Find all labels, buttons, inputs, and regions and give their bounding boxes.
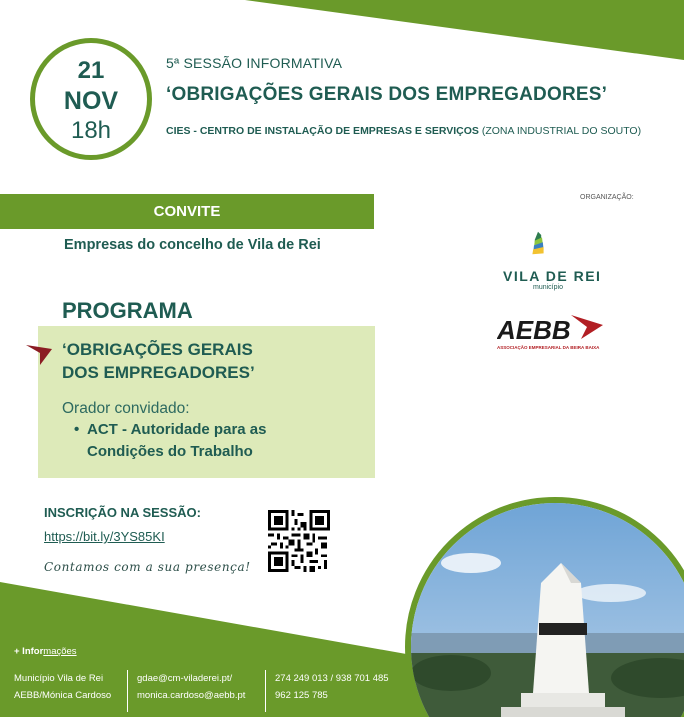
landmark-photo [405,497,684,717]
contact-email-1[interactable]: gdae@cm-viladerei.pt/ [137,673,233,684]
registration-link[interactable]: https://bit.ly/3YS85KI [44,529,165,544]
contact-name-2: AEBB/Mónica Cardoso [14,690,112,701]
event-day: 21 [77,57,105,84]
contact-phone-1: 274 249 013 / 938 701 485 [275,673,389,684]
program-title-line1: ‘OBRIGAÇÕES GERAIS [62,340,253,359]
landmark-photo-illustration [411,503,684,717]
venue [166,125,641,137]
invite-banner [0,194,374,229]
contact-divider [265,670,266,712]
date-badge [30,38,152,160]
more-info-suffix: mações [43,646,77,657]
more-info-prefix: + Infor [14,646,44,657]
contact-email-2[interactable]: monica.cardoso@aebb.pt [137,690,246,701]
program-heading: PROGRAMA [62,298,193,323]
contact-name-1: Município Vila de Rei [14,673,104,684]
bullet-icon: • [74,421,80,438]
contact-divider [127,670,128,712]
vila-de-rei-name: VILA DE REI [503,268,602,284]
invite-audience: Empresas do concelho de Vila de Rei [64,237,321,253]
speaker-label: Orador convidado: [62,400,190,417]
more-info-label [14,646,77,657]
contact-phone-2: 962 125 785 [275,690,328,701]
venue-location: (ZONA INDUSTRIAL DO SOUTO) [478,125,642,137]
invite-label: CONVITE [153,203,221,220]
speaker-line1: ACT - Autoridade para as [87,421,267,438]
aebb-logo [497,313,607,345]
registration-label: INSCRIÇÃO NA SESSÃO: [44,505,201,520]
session-label: 5ª SESSÃO INFORMATIVA [166,55,343,71]
aebb-logo-text: AEBB [497,315,571,345]
vila-de-rei-logo [530,215,570,271]
event-time: 18h [70,117,112,144]
aebb-subtitle: ASSOCIAÇÃO EMPRESARIAL DA BEIRA BAIXA [497,345,600,350]
red-arrow-icon [26,345,52,365]
session-title: ‘OBRIGAÇÕES GERAIS DOS EMPREGADORES’ [166,84,608,105]
event-month: NOV [63,87,119,115]
vila-de-rei-subtitle: município [533,284,563,291]
venue-name: CIES - CENTRO DE INSTALAÇÃO DE EMPRESAS E SERVIÇOS [166,125,479,137]
program-title-line2: DOS EMPREGADORES’ [62,363,255,382]
speaker-line2: Condições do Trabalho [87,443,253,460]
tagline: Contamos com a sua presença! [44,560,251,574]
organization-label: ORGANIZAÇÃO: [580,194,634,201]
